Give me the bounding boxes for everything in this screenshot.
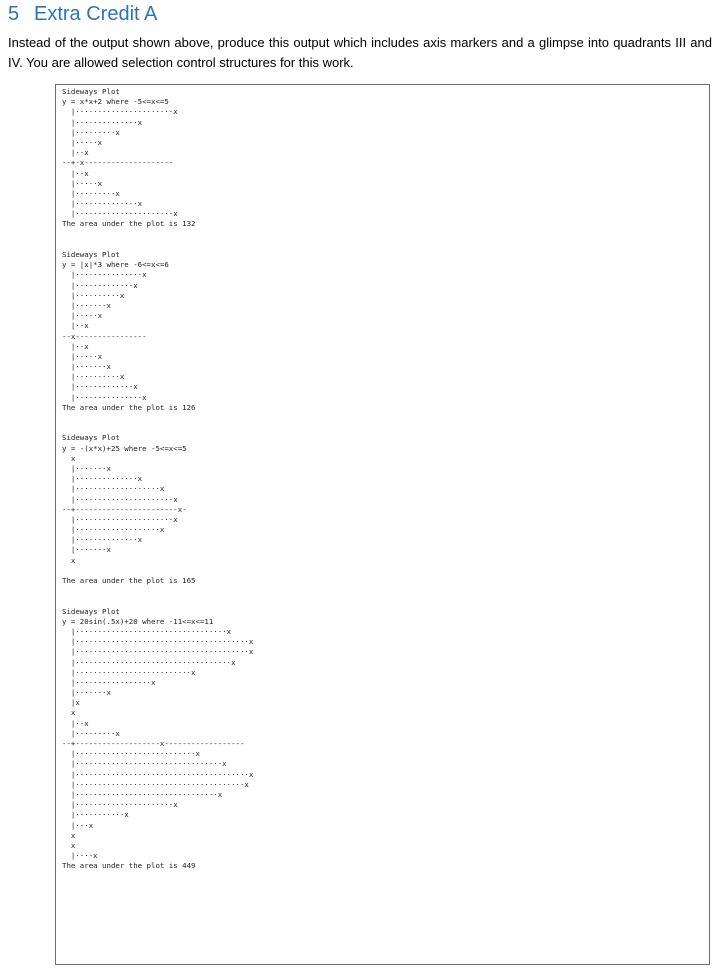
console-line: |···························x — [62, 749, 200, 759]
console-line: --x---------------- — [62, 331, 147, 341]
console-line: The area under the plot is 449 — [62, 861, 196, 871]
console-line: |·······x — [62, 463, 111, 473]
console-line: |···x — [62, 820, 94, 830]
section-title: Extra Credit A — [34, 3, 158, 25]
console-line: |··········x — [62, 372, 125, 382]
console-line — [62, 566, 709, 576]
console-line: y = x*x+2 where -5<=x<=5 — [62, 97, 169, 107]
console-line: y = |x|*3 where -6<=x<=6 — [62, 260, 169, 270]
console-line: |···················x — [62, 484, 165, 494]
console-output-box — [55, 84, 710, 965]
console-line: |·······x — [62, 300, 111, 310]
console-line: The area under the plot is 126 — [62, 402, 196, 412]
console-line: --+-x-------------------- — [62, 158, 174, 168]
console-line: x — [62, 840, 76, 850]
console-line: |··x — [62, 321, 89, 331]
console-line: |···································x — [62, 657, 236, 667]
sideways-plot-output — [56, 85, 709, 871]
console-line: x — [62, 830, 76, 840]
console-line — [62, 596, 709, 606]
console-line: x — [62, 453, 76, 463]
console-line: y = -(x*x)+25 where -5<=x<=5 — [62, 443, 187, 453]
console-line: |·······································x — [62, 769, 254, 779]
console-line: |··x — [62, 341, 89, 351]
console-line: |·········x — [62, 127, 120, 137]
console-line: |······················x — [62, 209, 178, 219]
console-line: |x — [62, 698, 80, 708]
console-line: |·············x — [62, 280, 138, 290]
console-line: Sideways Plot — [62, 87, 120, 96]
console-line: |··············x — [62, 117, 143, 127]
console-line: |··x — [62, 148, 89, 158]
console-line — [62, 423, 709, 433]
console-line: |······································x — [62, 779, 249, 789]
console-line: |··········x — [62, 290, 125, 300]
console-line: |···················x — [62, 525, 165, 535]
console-line: --+-------------------x------------------ — [62, 739, 245, 748]
console-line — [62, 230, 709, 240]
console-line: |································x — [62, 789, 223, 799]
console-line: |·····x — [62, 137, 103, 147]
console-line: Sideways Plot — [62, 433, 120, 443]
console-line: |····x — [62, 851, 98, 861]
section-number: 5 — [8, 3, 20, 25]
console-line: |···············x — [62, 392, 147, 402]
section-heading — [8, 2, 157, 26]
console-line: --+-----------------------x- — [62, 504, 187, 514]
console-line: |··x — [62, 718, 89, 728]
console-line: |·······x — [62, 362, 111, 372]
console-line: |·································x — [62, 759, 227, 769]
console-line: |···········x — [62, 810, 129, 820]
console-line: |·····x — [62, 178, 103, 188]
console-line: y = 20sin(.5x)+20 where -11<=x<=11 — [62, 616, 214, 626]
console-line: |·······································x — [62, 637, 254, 647]
console-line: |·······x — [62, 545, 111, 555]
instructions-paragraph: Instead of the output shown above, produce this output which includes axis markers and a glimpse into quadrants III and IV. You are allowed selection control structures for this work. — [8, 35, 712, 70]
console-line: |··············x — [62, 474, 143, 484]
console-line: |··x — [62, 168, 89, 178]
console-line: |··································x — [62, 626, 232, 636]
console-line: Sideways Plot — [62, 250, 120, 259]
console-line: The area under the plot is 165 — [62, 576, 196, 585]
console-line: |·······x — [62, 688, 111, 698]
console-line: |·················x — [62, 677, 156, 687]
console-line: |··············x — [62, 199, 143, 209]
console-line: |······················x — [62, 107, 178, 117]
console-line: |······················x — [62, 494, 178, 504]
console-line — [62, 413, 709, 423]
console-line: |·········x — [62, 728, 120, 738]
console-line: x — [62, 555, 76, 565]
console-line: The area under the plot is 132 — [62, 219, 196, 229]
console-line: |······················x — [62, 514, 178, 524]
console-line: |···············x — [62, 270, 147, 280]
console-line — [62, 240, 709, 250]
console-line — [62, 586, 709, 596]
console-line: |·········x — [62, 188, 120, 198]
console-line: |·············x — [62, 382, 138, 392]
console-line: Sideways Plot — [62, 606, 120, 616]
console-line: |·······································x — [62, 647, 254, 657]
console-line: |··························x — [62, 667, 196, 677]
console-line: |·····x — [62, 351, 103, 361]
console-line: |··············x — [62, 535, 143, 545]
console-line: x — [62, 708, 76, 718]
console-line: |······················x — [62, 800, 178, 810]
console-line: |·····x — [62, 311, 103, 321]
